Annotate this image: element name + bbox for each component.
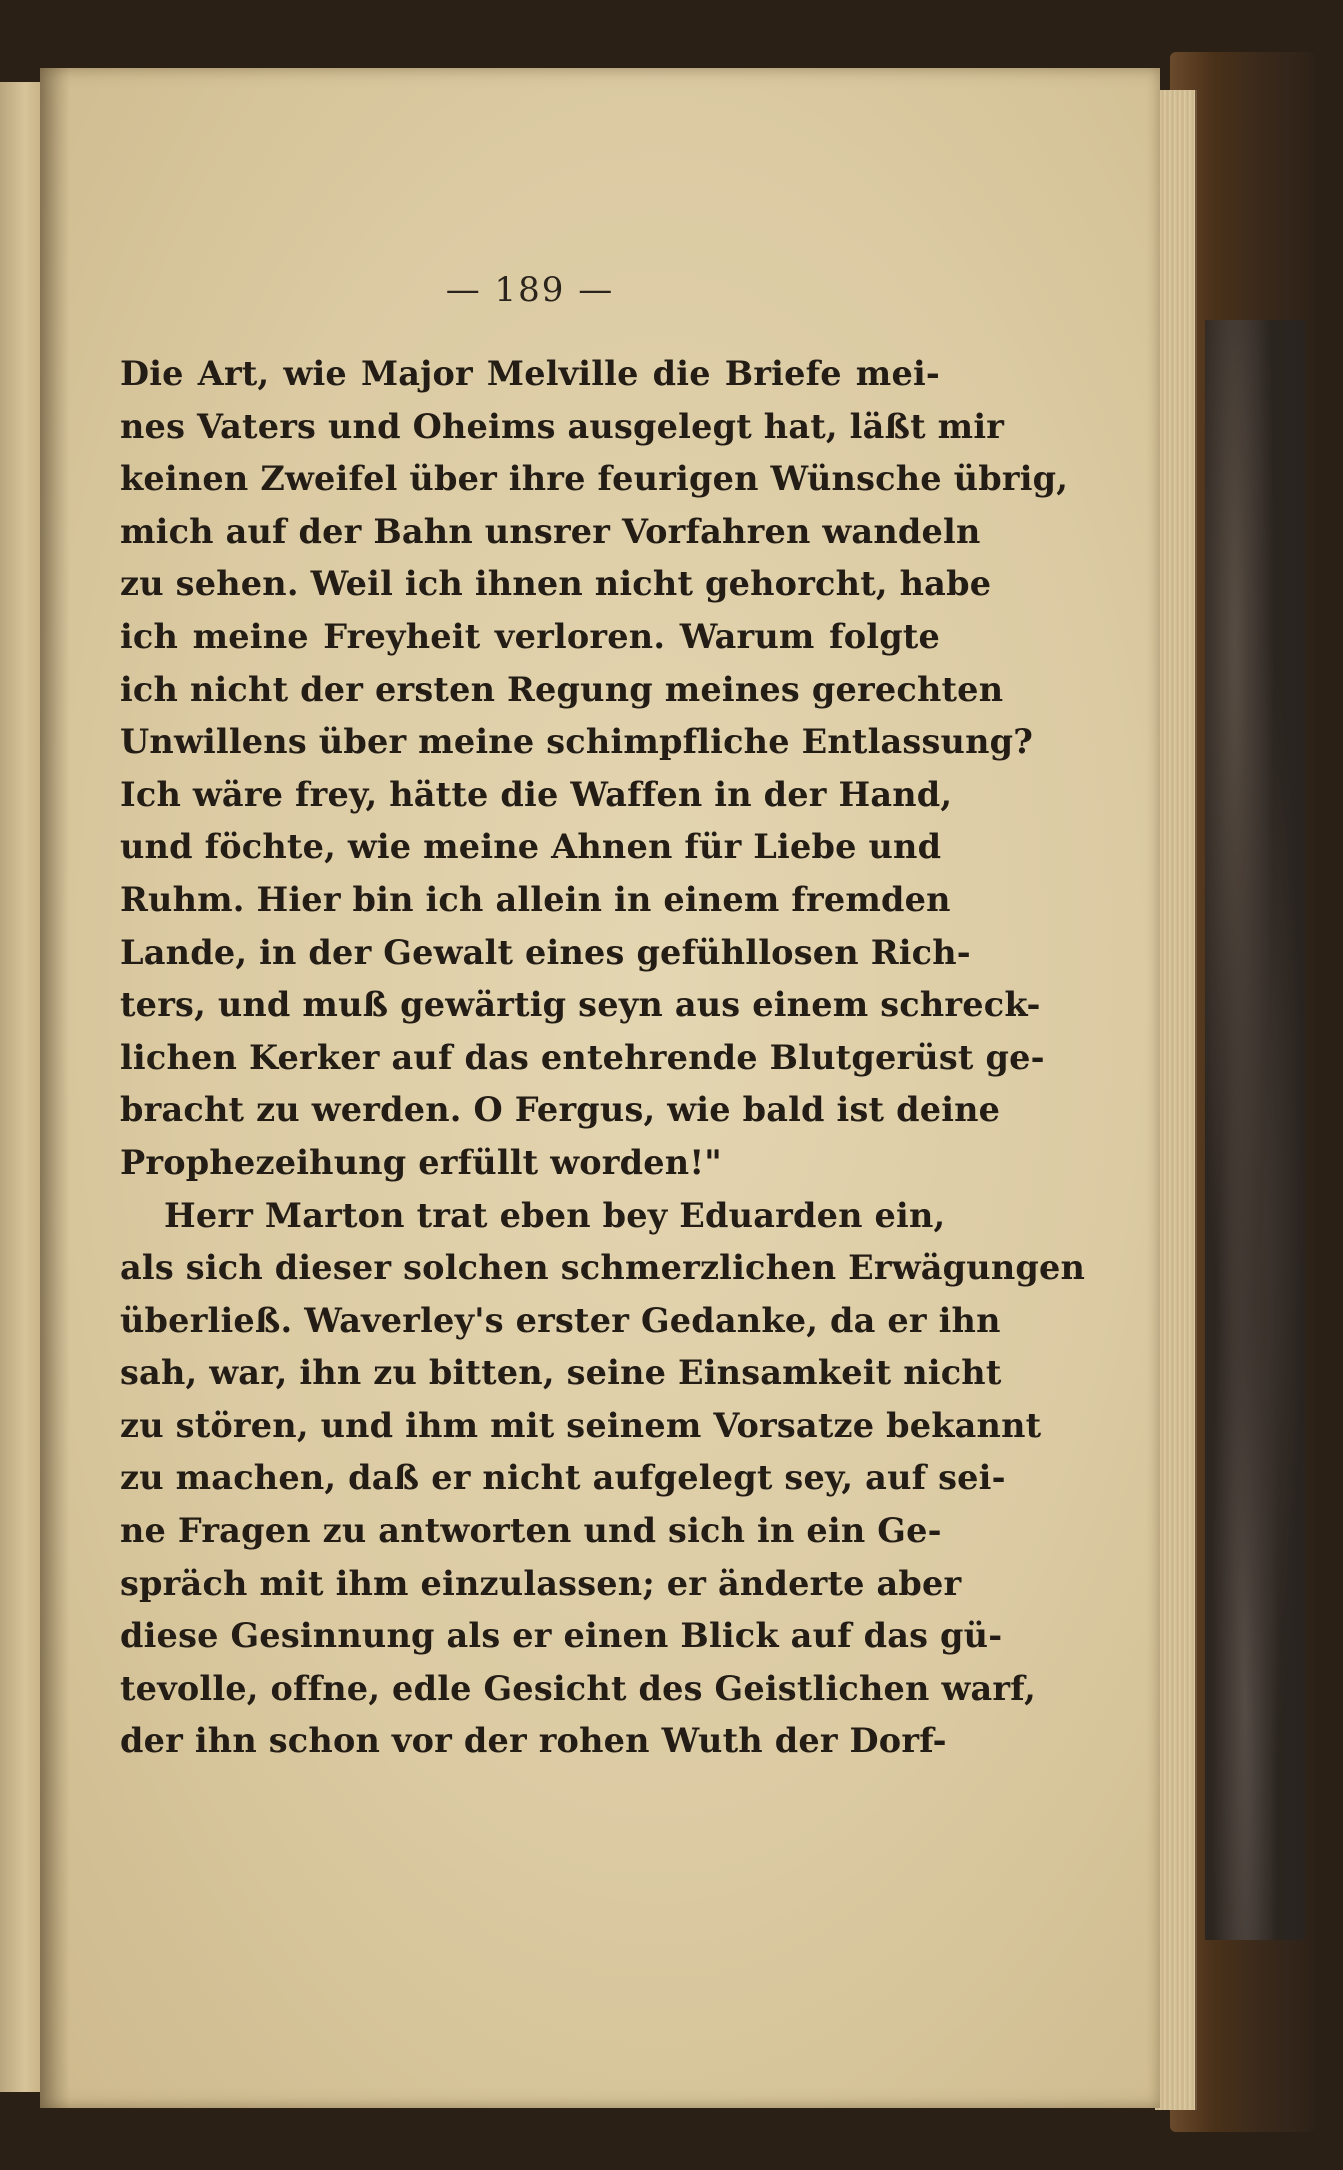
text-line: diese Gesinnung als er einen Blick auf das gü- <box>120 1616 1003 1656</box>
text-line: ters, und muß gewärtig seyn aus einem schreck- <box>120 985 1041 1025</box>
body-text <box>120 348 1086 1768</box>
text-line: Die Art, wie Major Melville die Briefe mei- <box>120 354 940 393</box>
text-line: spräch mit ihm einzulassen; er änderte aber <box>120 1563 962 1603</box>
text-line: Unwillens über meine schimpfliche Entlassung? <box>120 722 1034 762</box>
text-line: der ihn schon vor der rohen Wuth der Dorf- <box>120 1721 947 1761</box>
text-line: bracht zu werden. O Fergus, wie bald ist deine <box>120 1090 1001 1130</box>
text-line: überließ. Waverley's erster Gedanke, da er ihn <box>120 1300 1001 1340</box>
text-line: Prophezeihung erfüllt worden!" <box>120 1142 722 1182</box>
text-line: ich nicht der ersten Regung meines gerechten <box>120 669 1004 709</box>
text-line: und föchte, wie meine Ahnen für Liebe und <box>120 827 942 867</box>
text-line: als sich dieser solchen schmerzlichen Erwägungen <box>120 1248 1086 1288</box>
text-line: ich meine Freyheit verloren. Warum folgte <box>120 616 940 656</box>
text-line: tevolle, offne, edle Gesicht des Geistlichen warf, <box>120 1668 1037 1708</box>
page-number-header: — 189 — <box>445 270 615 310</box>
text-line: Herr Marton trat eben bey Eduarden ein, <box>164 1195 946 1235</box>
text-line: sah, war, ihn zu bitten, seine Einsamkeit nicht <box>120 1353 1002 1393</box>
text-line: zu sehen. Weil ich ihnen nicht gehorcht, habe <box>120 564 992 604</box>
text-line: keinen Zweifel über ihre feurigen Wünsche übrig, <box>120 459 1069 499</box>
cover-marbling <box>1205 320 1305 1940</box>
text-line: lichen Kerker auf das entehrende Blutgerüst ge- <box>120 1037 1045 1077</box>
gutter-shadow <box>40 68 70 2108</box>
text-line: Ruhm. Hier bin ich allein in einem fremden <box>120 879 951 919</box>
text-line: ne Fragen zu antworten und sich in ein Ge- <box>120 1511 942 1551</box>
text-line: zu stören, und ihm mit seinem Vorsatze bekannt <box>120 1405 1042 1445</box>
text-line: mich auf der Bahn unsrer Vorfahren wandeln <box>120 511 981 551</box>
text-line: Lande, in der Gewalt eines gefühllosen Rich- <box>120 932 971 972</box>
text-line: Ich wäre frey, hätte die Waffen in der Hand, <box>120 774 953 814</box>
left-page-edge <box>0 82 44 2092</box>
text-line: zu machen, daß er nicht aufgelegt sey, auf sei- <box>120 1458 1006 1498</box>
page-edges <box>1155 90 1197 2110</box>
text-line: nes Vaters und Oheims ausgelegt hat, läßt mir <box>120 406 1005 446</box>
